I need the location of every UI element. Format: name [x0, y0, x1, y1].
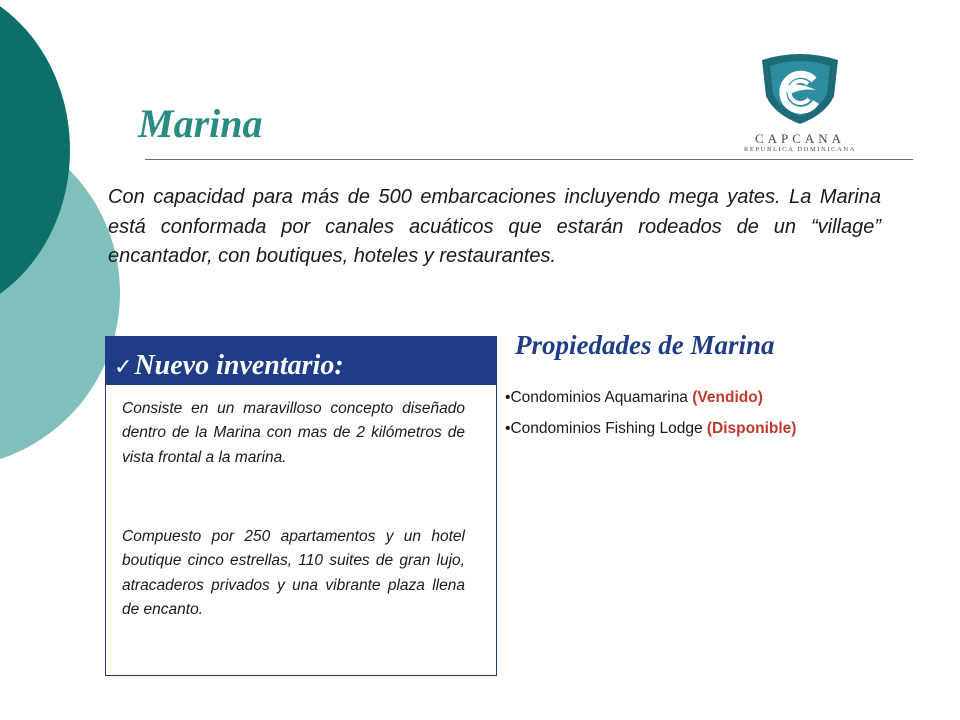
capcana-logo [720, 52, 880, 156]
status-badge: (Vendido) [692, 389, 763, 406]
properties-heading: Propiedades de Marina [515, 330, 775, 360]
checkmark-icon: ✓ [114, 355, 133, 380]
shield-logo-icon [756, 52, 844, 126]
status-badge: (Disponible) [706, 420, 797, 437]
property-name: Condominios Aquamarina [510, 389, 693, 406]
logo-wordmark: CAPCANA [754, 131, 846, 146]
list-item [505, 420, 796, 438]
inventory-box [105, 336, 497, 676]
inventory-paragraph-1: Consiste en un maravilloso concepto diseñado dentro de la Marina con mas de 2 kilómetros de vista frontal a la marina. [122, 400, 465, 466]
list-item [505, 389, 796, 407]
property-name: Condominios Fishing Lodge [510, 420, 707, 437]
logo-subtitle: REPUBLICA DOMINICANA [744, 146, 856, 153]
slide-title: Marina [138, 101, 263, 146]
inventory-heading: Nuevo inventario: [134, 350, 344, 381]
properties-list [505, 389, 796, 451]
intro-paragraph: Con capacidad para más de 500 embarcaciones incluyendo mega yates. La Marina está conformada por canales acuáticos que estarán rodeados de un “village” encantador, con boutiques, hoteles y restaurantes. [108, 186, 881, 267]
bullet-icon: • [505, 389, 511, 406]
title-divider [145, 159, 913, 160]
inventory-header [106, 337, 496, 385]
bullet-icon: • [505, 420, 511, 437]
inventory-paragraph-2: Compuesto por 250 apartamentos y un hotel boutique cinco estrellas, 110 suites de gran lujo, atracaderos privados y una vibrante plaza llena de encanto. [122, 528, 465, 619]
